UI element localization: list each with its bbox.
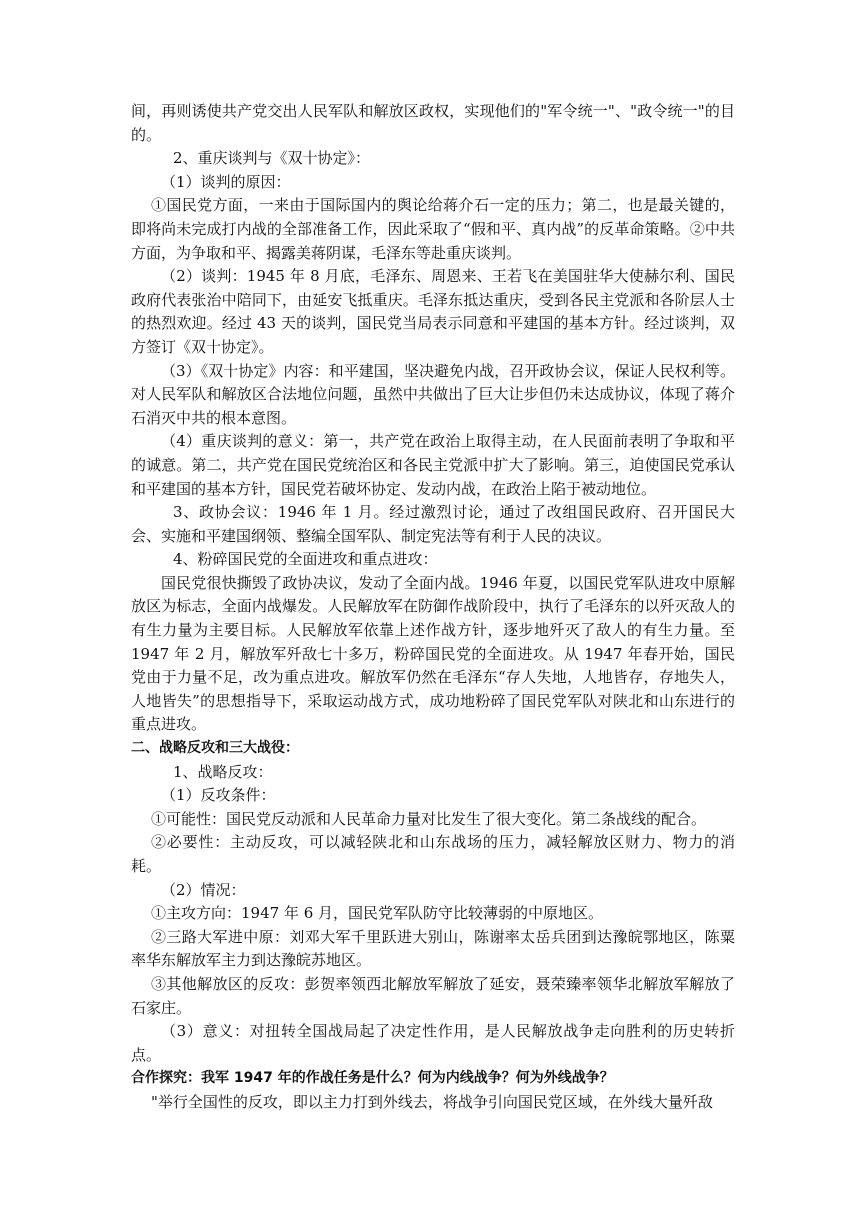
paragraph-15: ②必要性：主动反攻，可以减轻陕北和山东战场的压力，减轻解放区财力、物力的消耗。 [131,833,735,875]
paragraph-13: （1）反攻条件： [161,786,276,805]
paragraph-11: 二、战略反攻和三大战役： [131,740,299,757]
paragraph-14: ①可能性：国民党反动派和人民革命力量对比发生了很大变化。第二条战线的配合。 [151,809,707,828]
paragraph-6: （3）《双十协定》内容：和平建国，坚决避免内战，召开政协会议，保证人民权利等。对人民军队和解放区合法地位问题，虽然中共做出了巨大让步但仍未达成协议，体现了蒋介石消灭中共的根本意图。 [131,361,735,427]
paragraph-10: 国民党很快撕毁了政协决议，发动了全面内战。1946 年夏，以国民党军队进攻中原解放区为标志，全面内战爆发。人民解放军在防御作战阶段中，执行了毛泽东的以歼灭敌人的有生力量为主要目标。人民解放军依靠上述作战方针，逐步地歼灭了敌人的有生力量。至 1947 年 2 月，解放军歼敌七十多万，粉碎国民党的全面进攻。从 1947 年春开始，国民党由于力量不足，改为重点进攻。解放军仍然在毛泽东“存人失地，人地皆存，存地失人，人地皆失”的思想指导下，采取运动战方式，成功地粉碎了国民党军队对陕北和山东进行的重点进攻。 [131,573,735,734]
paragraph-18: ②三路大军进中原：刘邓大军千里跃进大别山，陈谢率太岳兵团到达豫皖鄂地区，陈粟率华东解放军主力到达豫皖苏地区。 [131,927,735,970]
paragraph-9: 4、粉碎国民党的全面进攻和重点进攻： [173,550,438,569]
paragraph-7: （4）重庆谈判的意义：第一，共产党在政治上取得主动，在人民面前表明了争取和平的诚意。第二，共产党在国民党统治区和各民主党派中扩大了影响。第三，迫使国民党承认和平建国的基本方针，国民党若破坏协定、发动内战，在政治上陷于被动地位。 [131,432,735,498]
paragraph-2: 2、重庆谈判与《双十协定》： [173,149,371,168]
paragraph-22: "举行全国性的反攻，即以主力打到外线去，将战争引向国民党区域，在外线大量歼敌 [151,1092,713,1111]
paragraph-12: 1、战略反攻： [173,762,273,781]
paragraph-1: 间，再则诱使共产党交出人民军队和解放区政权，实现他们的"军令统一"、"政令统一"的目的。 [131,102,735,144]
paragraph-16: （2）情况： [161,880,246,899]
paragraph-21: 合作探究：我军 1947 年的作战任务是什么？何为内线战争？何为外线战争？ [131,1070,614,1087]
paragraph-20: （3）意义：对扭转全国战局起了决定性作用，是人民解放战争走向胜利的历史转折点。 [131,1022,735,1064]
paragraph-17: ①主攻方向：1947 年 6 月，国民党军队防守比较薄弱的中原地区。 [151,904,604,923]
document-body [131,100,735,1115]
paragraph-5: （2）谈判：1945 年 8 月底，毛泽东、周恩来、王若飞在美国驻华大使赫尔利、国民政府代表张治中陪同下，由延安飞抵重庆。毛泽东抵达重庆，受到各民主党派和各阶层人士的热烈欢迎。经过 43 天的谈判，国民党当局表示同意和平建国的基本方针。经过谈判，双方签订《双十协定》。 [131,267,735,356]
paragraph-8: 3、政协会议：1946 年 1 月。经过激烈讨论，通过了改组国民政府、召开国民大会、实施和平建国纲领、整编全国军队、制定宪法等有利于人民的决议。 [131,503,735,545]
paragraph-19: ③其他解放区的反攻：彭贺率领西北解放军解放了延安，聂荣臻率领华北解放军解放了石家庄。 [131,974,735,1017]
paragraph-3: （1）谈判的原因： [161,172,291,191]
paragraph-4: ①国民党方面，一来由于国际国内的舆论给蒋介石一定的压力；第二，也是最关键的，即将尚未完成打内战的全部准备工作，因此采取了“假和平、真内战”的反革命策略。②中共方面，为争取和平、揭露美蒋阴谋，毛泽东等赴重庆谈判。 [131,196,735,262]
